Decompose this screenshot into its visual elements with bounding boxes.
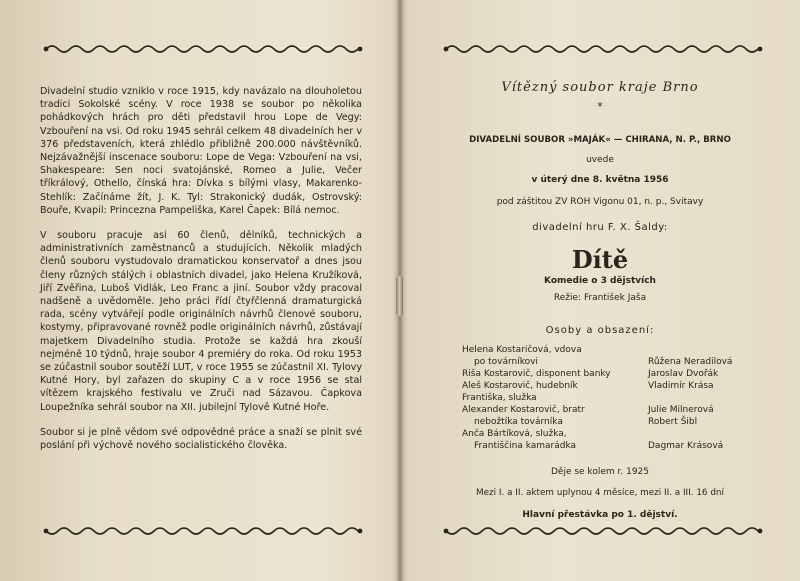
cast-role: Helena Kostaričová, vdova <box>462 345 582 355</box>
cast-actor: Robert Šibl <box>648 417 698 427</box>
cast-role: nebožtíka továrníka <box>474 417 563 427</box>
play-title: Dítě <box>571 245 629 274</box>
cast-list <box>440 344 760 464</box>
presents: uvede <box>586 155 614 165</box>
ornament-bottom-left <box>42 524 364 538</box>
company-name: DIVADELNÍ SOUBOR »MAJÁK« — CHIRANA, N. P., BRNO <box>469 135 731 145</box>
ornament-top-right <box>442 42 764 56</box>
cast-role: po továrníkovi <box>474 357 538 367</box>
cast-role: Anča Bártíková, služka, <box>462 429 567 439</box>
paragraph-mission: Soubor si je plně vědom své odpovědné práce a snaží se plnit své poslání při výchově nového socialistického člověka. <box>40 426 362 452</box>
performance-date: v úterý dne 8. května 1956 <box>531 175 669 185</box>
cast-actor: Vladimír Krása <box>648 381 714 391</box>
cast-heading: Osoby a obsazení: <box>545 325 655 336</box>
main-break: Hlavní přestávka po 1. dějství. <box>522 510 678 520</box>
director: Režie: František Jaša <box>553 293 647 303</box>
cast-role: Aleš Kostarovič, hudebník <box>462 381 578 391</box>
asterisk: * <box>597 100 603 113</box>
cast-role: Františka, služka <box>462 393 537 403</box>
cast-actor: Julie Milnerová <box>648 405 714 415</box>
cast-actor: Růžena Neradilová <box>648 357 733 367</box>
play-intro: divadelní hru F. X. Šaldy: <box>532 222 668 233</box>
patronage: pod záštitou ZV ROH Vigonu 01, n. p., Svitavy <box>496 197 704 207</box>
cast-actor: Jaroslav Dvořák <box>648 369 719 379</box>
setting: Děje se kolem r. 1925 <box>550 467 649 477</box>
cast-role: Riša Kostarovič, disponent banky <box>462 369 611 379</box>
ornament-top-left <box>42 42 364 56</box>
heading: Vítězný soubor kraje Brno <box>501 80 699 95</box>
paragraph-members: V souboru pracuje asi 60 členů, dělníků, technických a administrativních zaměstnanců a studujících. Několik mladých členů souboru vystudovalo dramatickou konservatoř a dnes jsou členy různých stálých i oblastních divadel, jako Helena Kružíková, Jiří Zvěřina, Luboš Vidlák, Leo Franc a jiní. Soubor vždy pracoval nadšeně a uvědoměle. Jeho práci řídí čtyřčlenná dramaturgická rada, scény vytvářejí podle originálních návrhů členové souboru, kostymy, připravované rovněž podle originálních návrhů, zůstávají majetkem Divadelního studia. Protože se každá hra zkouší nejméně 10 týdnů, hraje soubor 4 premiéry do roka. Od roku 1953 se zúčastnil soubor soutěží LUT, v roce 1955 se zúčastnil XI. Tylovy Kutné Hory, byl zařazen do skupiny C a v roce 1956 se stal vítězem krajského festivalu ve Zruči nad Sázavou. Čapkova Loupežníka sehrál soubor na XII. jubilejní Tylově Kutné Hoře. <box>40 230 362 413</box>
staple <box>396 276 403 316</box>
cast-role: Alexander Kostarovič, bratr <box>462 405 585 415</box>
ornament-bottom-right <box>442 524 764 538</box>
cast-actor: Dagmar Krásová <box>648 441 724 451</box>
left-page-text <box>40 85 362 464</box>
intervals: Mezi I. a II. aktem uplynou 4 měsíce, mezi II. a III. 16 dní <box>476 488 724 498</box>
genre: Komedie o 3 dějstvích <box>544 276 656 286</box>
cast-role: Františčina kamarádka <box>474 441 577 451</box>
paragraph-history: Divadelní studio vzniklo v roce 1915, kdy navázalo na dlouholetou tradici Sokolské scény. V roce 1938 se soubor po několika pohádkových hrách pro děti představil hrou Lope de Vegy: Vzbouření na vsi. Od roku 1945 sehrál celkem 48 divadelních her v 376 představeních, která zhlédlo přibližně 200.000 návštěvníků. Nejzávažnější inscenace souboru: Lope de Vega: Vzbouření na vsi, Shakespeare: Sen noci svatojánské, Romeo a Julie, Večer tříkrálový, Othello, čínská hra: Dívka s bílými vlasy, Makarenko-Stehlík: Začínáme žít, J. K. Tyl: Strakonický dudák, Ostrovský: Bouře, Kvapil: Princezna Pampeliška, Karel Čapek: Bílá nemoc. <box>40 86 362 216</box>
